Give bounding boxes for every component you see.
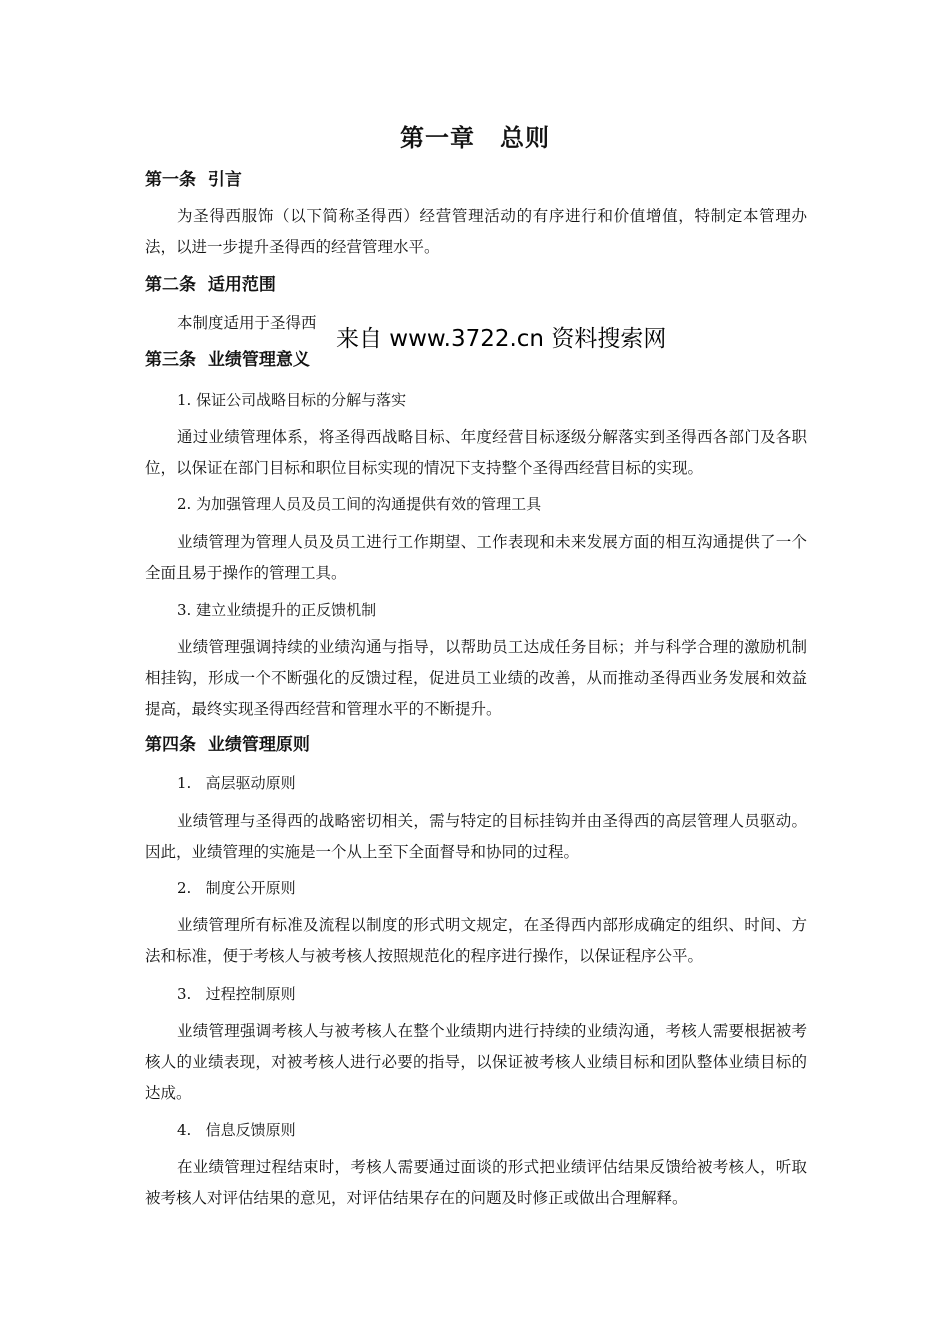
article-3-item-3: 3. 建立业绩提升的正反馈机制 [177, 601, 377, 619]
article-2-heading: 第二条 适用范围 [145, 275, 276, 295]
article-4-heading: 第四条 业绩管理原则 [145, 735, 310, 755]
article-3-item-2: 2. 为加强管理人员及员工间的沟通提供有效的管理工具 [177, 495, 542, 513]
article-4-item-3: 3. 过程控制原则 [177, 985, 296, 1003]
article-3-heading: 第三条 业绩管理意义 [145, 350, 310, 370]
article-4-item-1: 1. 高层驱动原则 [177, 774, 296, 792]
article-4-paragraph-4: 在业绩管理过程结束时，考核人需要通过面谈的形式把业绩评估结果反馈给被考核人，听取被考核人对评估结果的意见，对评估结果存在的问题及时修正或做出合理解释。 [145, 1158, 807, 1207]
article-4-item-2: 2. 制度公开原则 [177, 879, 296, 897]
article-1-paragraph: 为圣得西服饰（以下简称圣得西）经营管理活动的有序进行和价值增值，特制定本管理办法，以进一步提升圣得西的经营管理水平。 [145, 207, 807, 256]
article-2-paragraph: 本制度适用于圣得西 [177, 314, 317, 332]
article-3-paragraph-3: 业绩管理强调持续的业绩沟通与指导，以帮助员工达成任务目标；并与科学合理的激励机制相挂钩，形成一个不断强化的反馈过程，促进员工业绩的改善，从而推动圣得西业务发展和效益提高，最终实现圣得西经营和管理水平的不断提升。 [145, 638, 807, 718]
article-1-heading: 第一条 引言 [145, 170, 242, 190]
article-3-paragraph-2: 业绩管理为管理人员及员工进行工作期望、工作表现和未来发展方面的相互沟通提供了一个全面且易于操作的管理工具。 [145, 533, 807, 582]
article-4-paragraph-1: 业绩管理与圣得西的战略密切相关，需与特定的目标挂钩并由圣得西的高层管理人员驱动。因此，业绩管理的实施是一个从上至下全面督导和协同的过程。 [145, 812, 807, 861]
article-4-paragraph-2: 业绩管理所有标准及流程以制度的形式明文规定，在圣得西内部形成确定的组织、时间、方法和标准，便于考核人与被考核人按照规范化的程序进行操作，以保证程序公平。 [145, 916, 807, 965]
article-4-paragraph-3: 业绩管理强调考核人与被考核人在整个业绩期内进行持续的业绩沟通，考核人需要根据被考核人的业绩表现，对被考核人进行必要的指导，以保证被考核人业绩目标和团队整体业绩目标的达成。 [145, 1022, 807, 1102]
chapter-title: 第一章 总则 [400, 124, 550, 152]
watermark-text: 来自 www.3722.cn 资料搜索网 [334, 321, 670, 357]
article-4-item-4: 4. 信息反馈原则 [177, 1121, 296, 1139]
article-3-item-1: 1. 保证公司战略目标的分解与落实 [177, 391, 407, 409]
article-3-paragraph-1: 通过业绩管理体系，将圣得西战略目标、年度经营目标逐级分解落实到圣得西各部门及各职位，以保证在部门目标和职位目标实现的情况下支持整个圣得西经营目标的实现。 [145, 428, 807, 477]
